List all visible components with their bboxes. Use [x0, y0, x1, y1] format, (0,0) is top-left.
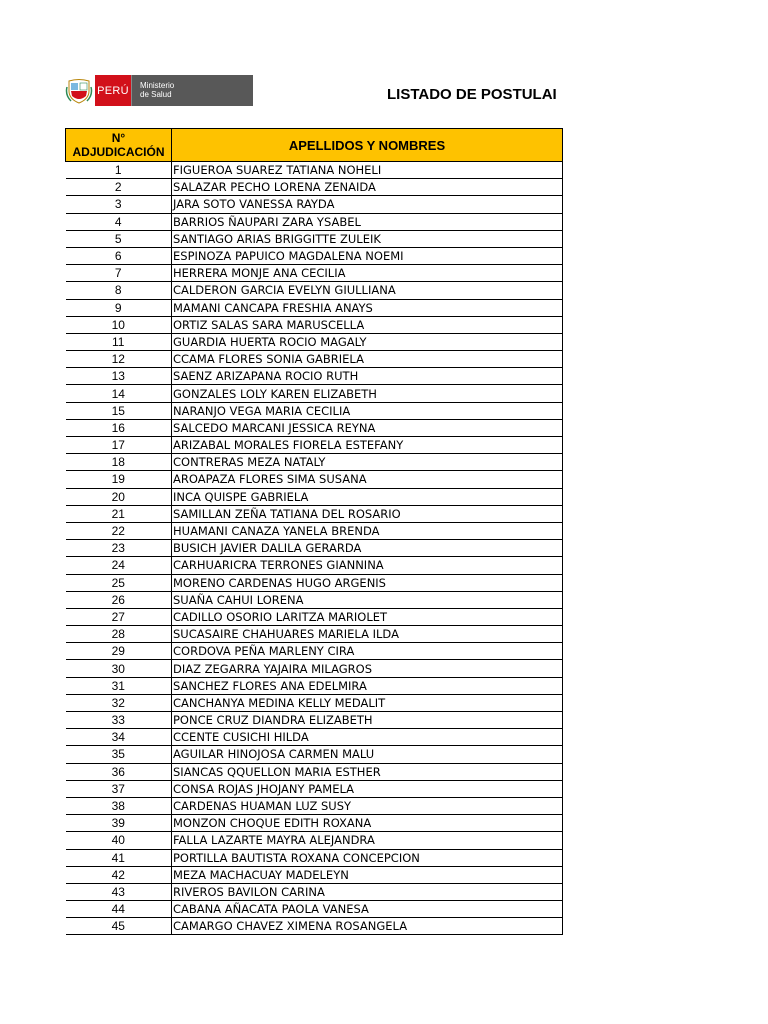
table-row: [66, 247, 563, 264]
applicant-name: ARIZABAL MORALES FIORELA ESTEFANY: [172, 437, 563, 454]
applicant-name: INCA QUISPE GABRIELA: [172, 488, 563, 505]
table-row: [66, 196, 563, 213]
adjudication-number: 28: [66, 626, 172, 643]
adjudication-number: 45: [66, 918, 172, 935]
applicant-name: FALLA LAZARTE MAYRA ALEJANDRA: [172, 832, 563, 849]
adjudication-number: 9: [66, 299, 172, 316]
table-row: [66, 815, 563, 832]
adjudication-number: 16: [66, 419, 172, 436]
adjudication-number: 27: [66, 608, 172, 625]
applicant-name: ORTIZ SALAS SARA MARUSCELLA: [172, 316, 563, 333]
minsa-logo: [63, 75, 253, 106]
adjudication-number: 4: [66, 213, 172, 230]
adjudication-number: 37: [66, 780, 172, 797]
applicant-name: CANCHANYA MEDINA KELLY MEDALIT: [172, 694, 563, 711]
applicant-name: NARANJO VEGA MARIA CECILIA: [172, 402, 563, 419]
applicant-name: AROAPAZA FLORES SIMA SUSANA: [172, 471, 563, 488]
table-row: [66, 608, 563, 625]
applicant-name: SALAZAR PECHO LORENA ZENAIDA: [172, 179, 563, 196]
applicant-name: MEZA MACHACUAY MADELEYN: [172, 866, 563, 883]
adjudication-number: 33: [66, 712, 172, 729]
table-row: [66, 540, 563, 557]
table-row: [66, 179, 563, 196]
table-row: [66, 729, 563, 746]
adjudication-number: 18: [66, 454, 172, 471]
table-row: [66, 557, 563, 574]
applicant-name: MAMANI CANCAPA FRESHIA ANAYS: [172, 299, 563, 316]
adjudication-number: 25: [66, 574, 172, 591]
applicant-name: ESPINOZA PAPUICO MAGDALENA NOEMI: [172, 247, 563, 264]
table-row: [66, 797, 563, 814]
adjudication-number: 24: [66, 557, 172, 574]
adjudication-number: 5: [66, 230, 172, 247]
adjudication-number: 6: [66, 247, 172, 264]
table-row: [66, 883, 563, 900]
table-row: [66, 591, 563, 608]
table-row: [66, 488, 563, 505]
applicant-name: SUCASAIRE CHAHUARES MARIELA ILDA: [172, 626, 563, 643]
table-row: [66, 402, 563, 419]
table-row: [66, 368, 563, 385]
adjudication-number: 34: [66, 729, 172, 746]
adjudication-number: 31: [66, 677, 172, 694]
adjudication-number: 36: [66, 763, 172, 780]
applicant-name: BUSICH JAVIER DALILA GERARDA: [172, 540, 563, 557]
adjudication-number: 20: [66, 488, 172, 505]
adjudication-number: 26: [66, 591, 172, 608]
table-row: [66, 694, 563, 711]
adjudication-number: 29: [66, 643, 172, 660]
adjudication-number: 23: [66, 540, 172, 557]
adjudication-number: 30: [66, 660, 172, 677]
adjudication-number: 35: [66, 746, 172, 763]
table-row: [66, 437, 563, 454]
peru-coat-of-arms-icon: [63, 75, 95, 106]
applicant-name: PONCE CRUZ DIANDRA ELIZABETH: [172, 712, 563, 729]
table-row: [66, 643, 563, 660]
applicant-name: SUAÑA CAHUI LORENA: [172, 591, 563, 608]
applicant-name: FIGUEROA SUAREZ TATIANA NOHELI: [172, 162, 563, 179]
applicant-name: SIANCAS QQUELLON MARIA ESTHER: [172, 763, 563, 780]
table-row: [66, 282, 563, 299]
table-row: [66, 505, 563, 522]
adjudication-number: 3: [66, 196, 172, 213]
applicant-name: RIVEROS BAVILON CARINA: [172, 883, 563, 900]
table-row: [66, 471, 563, 488]
table-row: [66, 230, 563, 247]
table-row: [66, 849, 563, 866]
table-row: [66, 712, 563, 729]
table-row: [66, 162, 563, 179]
column-header-name: APELLIDOS Y NOMBRES: [172, 129, 563, 162]
applicant-name: GONZALES LOLY KAREN ELIZABETH: [172, 385, 563, 402]
table-row: [66, 901, 563, 918]
table-row: [66, 385, 563, 402]
adjudication-number: 17: [66, 437, 172, 454]
adjudication-number: 7: [66, 265, 172, 282]
applicant-name: CONTRERAS MEZA NATALY: [172, 454, 563, 471]
page-title: LISTADO DE POSTULAI: [387, 86, 557, 103]
adjudication-number: 43: [66, 883, 172, 900]
applicant-name: CARHUARICRA TERRONES GIANNINA: [172, 557, 563, 574]
table-row: [66, 832, 563, 849]
adjudication-number: 21: [66, 505, 172, 522]
column-header-number-line2: ADJUDICACIÓN: [72, 145, 165, 159]
table-row: [66, 574, 563, 591]
applicant-name: HERRERA MONJE ANA CECILIA: [172, 265, 563, 282]
applicant-name: CCENTE CUSICHI HILDA: [172, 729, 563, 746]
table-row: [66, 333, 563, 350]
table-row: [66, 780, 563, 797]
adjudication-number: 1: [66, 162, 172, 179]
applicant-name: SAENZ ARIZAPANA ROCIO RUTH: [172, 368, 563, 385]
ministry-label: [131, 75, 253, 106]
adjudication-number: 42: [66, 866, 172, 883]
adjudication-number: 38: [66, 797, 172, 814]
applicant-name: CORDOVA PEÑA MARLENY CIRA: [172, 643, 563, 660]
table-row: [66, 213, 563, 230]
adjudication-number: 22: [66, 522, 172, 539]
adjudication-number: 8: [66, 282, 172, 299]
applicant-name: GUARDIA HUERTA ROCIO MAGALY: [172, 333, 563, 350]
applicant-name: PORTILLA BAUTISTA ROXANA CONCEPCION: [172, 849, 563, 866]
applicant-name: BARRIOS ÑAUPARI ZARA YSABEL: [172, 213, 563, 230]
applicant-name: HUAMANI CANAZA YANELA BRENDA: [172, 522, 563, 539]
table-row: [66, 299, 563, 316]
adjudication-number: 19: [66, 471, 172, 488]
table-row: [66, 454, 563, 471]
adjudication-number: 44: [66, 901, 172, 918]
applicant-name: CADILLO OSORIO LARITZA MARIOLET: [172, 608, 563, 625]
applicants-table: [65, 128, 563, 935]
column-header-number-line1: N°: [111, 131, 126, 145]
table-row: [66, 746, 563, 763]
applicant-name: CABANA AÑACATA PAOLA VANESA: [172, 901, 563, 918]
country-label: PERÚ: [95, 75, 131, 106]
adjudication-number: 32: [66, 694, 172, 711]
applicant-name: SAMILLAN ZEÑA TATIANA DEL ROSARIO: [172, 505, 563, 522]
applicant-name: SANCHEZ FLORES ANA EDELMIRA: [172, 677, 563, 694]
applicant-name: JARA SOTO VANESSA RAYDA: [172, 196, 563, 213]
table-row: [66, 763, 563, 780]
adjudication-number: 40: [66, 832, 172, 849]
applicant-name: CARDENAS HUAMAN LUZ SUSY: [172, 797, 563, 814]
column-header-number: [66, 129, 172, 162]
table-row: [66, 265, 563, 282]
adjudication-number: 11: [66, 333, 172, 350]
table-row: [66, 522, 563, 539]
table-row: [66, 918, 563, 935]
ministry-line2: de Salud: [140, 90, 172, 99]
table-row: [66, 660, 563, 677]
table-row: [66, 626, 563, 643]
table-row: [66, 677, 563, 694]
table-row: [66, 351, 563, 368]
applicant-name: MONZON CHOQUE EDITH ROXANA: [172, 815, 563, 832]
applicant-name: CCAMA FLORES SONIA GABRIELA: [172, 351, 563, 368]
table-row: [66, 866, 563, 883]
applicant-name: DIAZ ZEGARRA YAJAIRA MILAGROS: [172, 660, 563, 677]
applicant-name: SALCEDO MARCANI JESSICA REYNA: [172, 419, 563, 436]
table-row: [66, 316, 563, 333]
adjudication-number: 41: [66, 849, 172, 866]
adjudication-number: 14: [66, 385, 172, 402]
adjudication-number: 39: [66, 815, 172, 832]
table-header-row: [66, 129, 563, 162]
applicant-name: CALDERON GARCIA EVELYN GIULLIANA: [172, 282, 563, 299]
applicant-name: MORENO CARDENAS HUGO ARGENIS: [172, 574, 563, 591]
table-row: [66, 419, 563, 436]
adjudication-number: 2: [66, 179, 172, 196]
applicant-name: CAMARGO CHAVEZ XIMENA ROSANGELA: [172, 918, 563, 935]
applicant-name: AGUILAR HINOJOSA CARMEN MALU: [172, 746, 563, 763]
adjudication-number: 10: [66, 316, 172, 333]
adjudication-number: 12: [66, 351, 172, 368]
adjudication-number: 15: [66, 402, 172, 419]
applicant-name: SANTIAGO ARIAS BRIGGITTE ZULEIK: [172, 230, 563, 247]
ministry-line1: Ministerio: [140, 81, 175, 90]
applicant-name: CONSA ROJAS JHOJANY PAMELA: [172, 780, 563, 797]
adjudication-number: 13: [66, 368, 172, 385]
